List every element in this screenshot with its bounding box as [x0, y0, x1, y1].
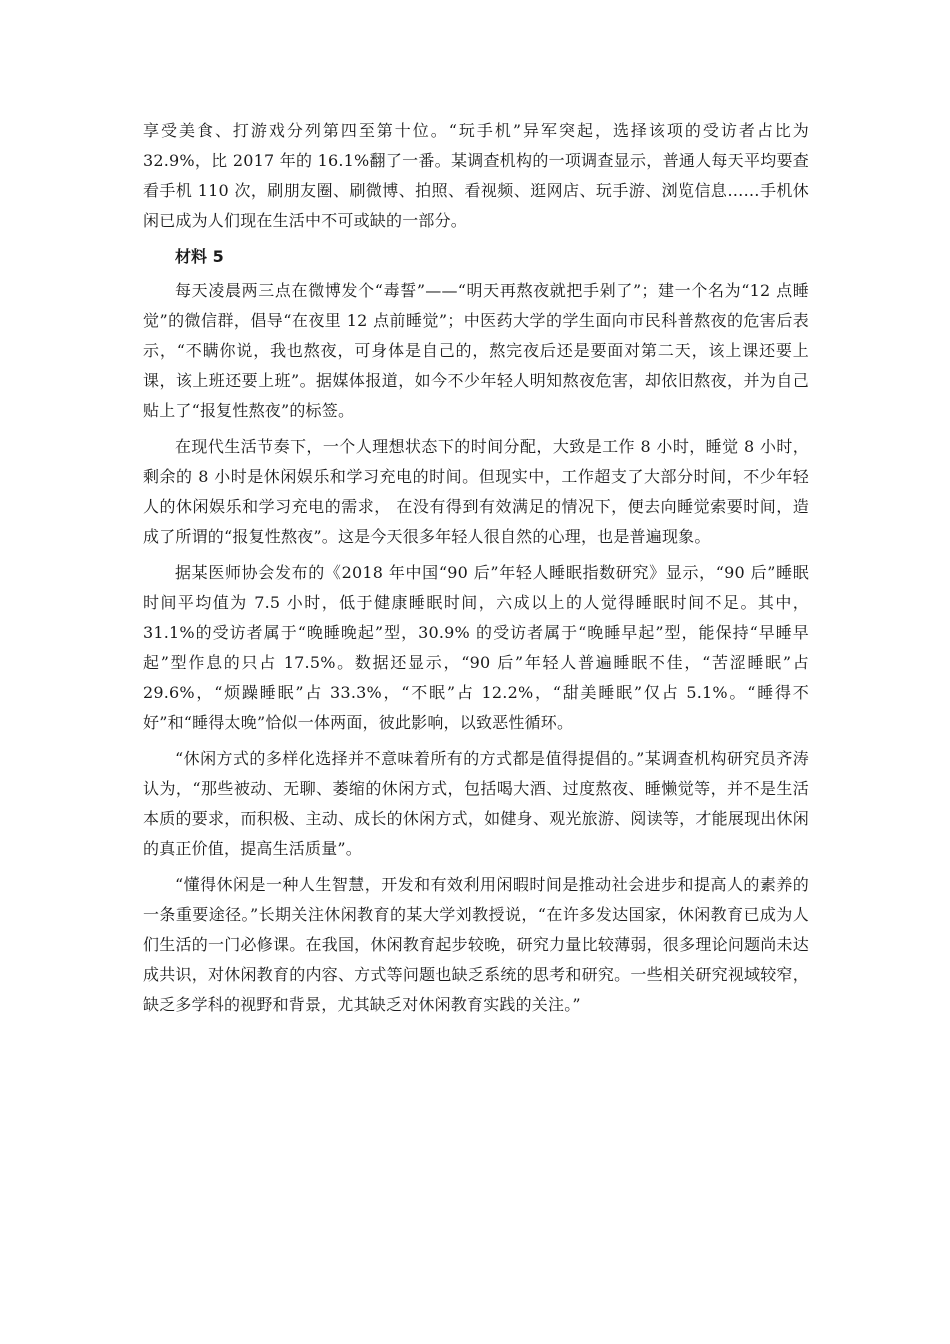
paragraph-time-allocation: 在现代生活节奏下，一个人理想状态下的时间分配，大致是工作 8 小时，睡觉 8 小时，剩余的 8 小时是休闲娱乐和学习充电的时间。但现实中，工作超支了大部分时间，不少年轻人的休闲娱乐和学习充电的需求， 在没有得到有效满足的情况下，便去向睡觉索要时间，造成了所谓的“报复性熬夜”。这是今天很多年轻人很自然的心理，也是普遍现象。 — [143, 437, 809, 546]
document-page — [143, 116, 809, 1020]
section-heading-material-5: 材料 5 — [175, 247, 224, 266]
paragraph-sleep-index: 据某医师协会发布的《2018 年中国“90 后”年轻人睡眠指数研究》显示，“90 后”睡眠时间平均值为 7.5 小时，低于健康睡眠时间，六成以上的人觉得睡眠时间不足。其中，31.1%的受访者属于“晚睡晚起”型，30.9% 的受访者属于“晚睡早起”型，能保持“早睡早起”型作息的只占 17.5%。数据还显示，“90 后”年轻人普遍睡眠不佳，“苦涩睡眠”占 29.6%，“烦躁睡眠”占 33.3%，“不眠”占 12.2%，“甜美睡眠”仅占 5.1%。“睡得不好”和“睡得太晚”恰似一体两面，彼此影响，以致恶性循环。 — [143, 563, 809, 732]
paragraph-stay-up-late: 每天凌晨两三点在微博发个“毒誓”——“明天再熬夜就把手剁了”；建一个名为“12 点睡觉”的微信群，倡导“在夜里 12 点前睡觉”；中医药大学的学生面向市民科普熬夜的危害后表示，“不瞒你说，我也熬夜，可身体是自己的，熬完夜后还是要面对第二天，该上课还要上课，该上班还要上班”。据媒体报道，如今不少年轻人明知熬夜危害，却依旧熬夜，并为自己贴上了“报复性熬夜”的标签。 — [143, 281, 809, 420]
paragraph-leisure-choice: “休闲方式的多样化选择并不意味着所有的方式都是值得提倡的。”某调查机构研究员齐涛认为，“那些被动、无聊、萎缩的休闲方式，包括喝大酒、过度熬夜、睡懒觉等，并不是生活本质的要求，而积极、主动、成长的休闲方式，如健身、观光旅游、阅读等，才能展现出休闲的真正价值，提高生活质量”。 — [143, 749, 809, 858]
paragraph-continued: 享受美食、打游戏分列第四至第十位。“玩手机”异军突起，选择该项的受访者占比为 32.9%，比 2017 年的 16.1%翻了一番。某调查机构的一项调查显示，普通人每天平均要查看手机 110 次，刷朋友圈、刷微博、拍照、看视频、逛网店、玩手游、浏览信息……手机休闲已成为人们现在生活中不可或缺的一部分。 — [143, 121, 809, 230]
paragraph-leisure-education: “懂得休闲是一种人生智慧，开发和有效利用闲暇时间是推动社会进步和提高人的素养的一条重要途径。”长期关注休闲教育的某大学刘教授说，“在许多发达国家，休闲教育已成为人们生活的一门必修课。在我国，休闲教育起步较晚，研究力量比较薄弱，很多理论问题尚未达成共识，对休闲教育的内容、方式等问题也缺乏系统的思考和研究。一些相关研究视域较窄，缺乏多学科的视野和背景，尤其缺乏对休闲教育实践的关注。” — [143, 875, 809, 1014]
